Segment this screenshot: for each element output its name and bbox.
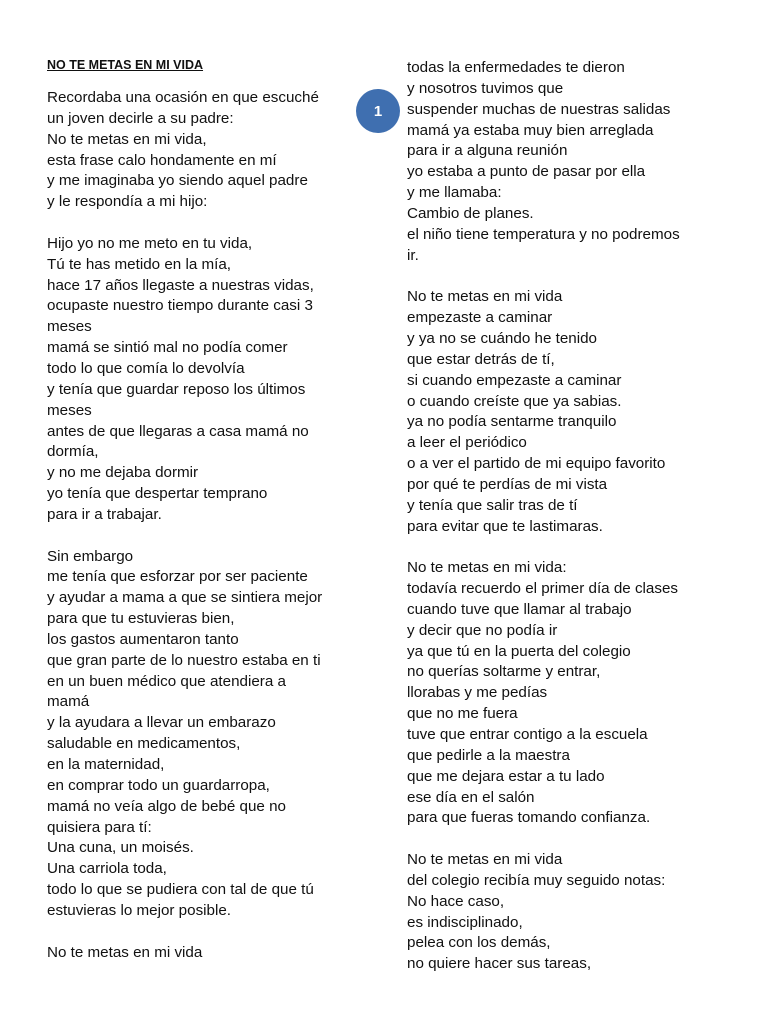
text-line: para evitar que te lastimaras. — [407, 517, 603, 535]
text-line: para que tu estuvieras bien, — [47, 610, 235, 628]
text-line: que me dejara estar a tu lado — [407, 767, 605, 785]
text-line: esta frase calo hondamente en mí — [47, 151, 277, 169]
text-line: y le respondía a mi hijo: — [47, 193, 208, 211]
left-text-column — [47, 88, 322, 963]
text-line: ya no podía sentarme tranquilo — [407, 413, 617, 431]
text-line: No te metas en mi vida: — [407, 559, 567, 577]
text-line: si cuando empezaste a caminar — [407, 371, 622, 389]
text-line: y me llamaba: — [407, 184, 502, 202]
text-line: ese día en el salón — [407, 788, 535, 806]
text-line: mamá ya estaba muy bien arreglada — [407, 121, 654, 139]
blank-line — [47, 922, 322, 943]
text-line: Hijo yo no me meto en tu vida, — [47, 234, 253, 252]
text-line: ocupaste nuestro tiempo durante casi 3 — [47, 297, 313, 315]
text-line: llorabas y me pedías — [407, 684, 548, 702]
page-number-badge — [356, 89, 400, 133]
text-line: Cambio de planes. — [407, 204, 534, 222]
text-line: o a ver el partido de mi equipo favorito — [407, 455, 666, 473]
text-line: todo lo que se pudiera con tal de que tú — [47, 881, 314, 899]
text-line: que pedirle a la maestra — [407, 746, 570, 764]
text-line: saludable en medicamentos, — [47, 735, 241, 753]
text-line: todavía recuerdo el primer día de clases — [407, 580, 678, 598]
text-line: No te metas en mi vida, — [47, 130, 207, 148]
text-line: dormía, — [47, 443, 99, 461]
text-line: mamá se sintió mal no podía comer — [47, 339, 288, 357]
text-line: que no me fuera — [407, 705, 518, 723]
blank-line — [47, 213, 322, 234]
text-line: yo tenía que despertar temprano — [47, 485, 268, 503]
text-line: o cuando creíste que ya sabias. — [407, 392, 622, 410]
text-line: un joven decirle a su padre: — [47, 109, 234, 127]
text-line: a leer el periódico — [407, 434, 527, 452]
text-line: Una cuna, un moisés. — [47, 839, 194, 857]
text-line: No hace caso, — [407, 892, 505, 910]
text-line: No te metas en mi vida — [407, 288, 563, 306]
right-text-column — [407, 58, 680, 975]
text-line: Sin embargo — [47, 547, 134, 565]
text-line: que gran parte de lo nuestro estaba en ti — [47, 651, 321, 669]
page-number-label: 1 — [373, 102, 383, 120]
text-line: todo lo que comía lo devolvía — [47, 359, 245, 377]
text-line: antes de que llegaras a casa mamá no — [47, 422, 309, 440]
text-line: meses — [47, 401, 92, 419]
document-title: NO TE METAS EN MI VIDA — [47, 58, 204, 72]
blank-line — [407, 266, 680, 287]
text-line: no quiere hacer sus tareas, — [407, 955, 592, 973]
text-line: ya que tú en la puerta del colegio — [407, 642, 631, 660]
text-line: y ya no se cuándo he tenido — [407, 329, 597, 347]
text-line: para que fueras tomando confianza. — [407, 809, 651, 827]
text-line: en un buen médico que atendiera a — [47, 672, 286, 690]
text-line: yo estaba a punto de pasar por ella — [407, 163, 646, 181]
text-line: del colegio recibía muy seguido notas: — [407, 871, 666, 889]
text-line: es indisciplinado, — [407, 913, 523, 931]
text-line: hace 17 años llegaste a nuestras vidas, — [47, 276, 314, 294]
text-line: no querías soltarme y entrar, — [407, 663, 601, 681]
text-line: cuando tuve que llamar al trabajo — [407, 600, 632, 618]
text-line: suspender muchas de nuestras salidas — [407, 100, 671, 118]
text-line: estuvieras lo mejor posible. — [47, 901, 232, 919]
text-line: y no me dejaba dormir — [47, 464, 199, 482]
text-line: y nosotros tuvimos que — [407, 79, 564, 97]
text-line: Recordaba una ocasión en que escuché — [47, 89, 319, 106]
text-line: y tenía que salir tras de tí — [407, 496, 578, 514]
text-line: y la ayudara a llevar un embarazo — [47, 714, 276, 732]
text-line: en comprar todo un guardarropa, — [47, 776, 270, 794]
text-line: empezaste a caminar — [407, 309, 553, 327]
text-line: todas la enfermedades te dieron — [407, 59, 625, 76]
text-line: Tú te has metido en la mía, — [47, 255, 232, 273]
text-line: mamá no veía algo de bebé que no — [47, 797, 286, 815]
text-line: quisiera para tí: — [47, 818, 152, 836]
text-line: mamá — [47, 693, 90, 711]
text-line: y tenía que guardar reposo los últimos — [47, 380, 306, 398]
blank-line — [407, 829, 680, 850]
text-line: en la maternidad, — [47, 756, 165, 773]
text-line: meses — [47, 318, 92, 336]
text-line: Una carriola toda, — [47, 860, 167, 878]
text-line: para ir a trabajar. — [47, 505, 162, 523]
text-line: y me imaginaba yo siendo aquel padre — [47, 172, 308, 190]
blank-line — [407, 537, 680, 558]
text-line: por qué te perdías de mi vista — [407, 475, 608, 493]
text-line: y ayudar a mama a que se sintiera mejor — [47, 589, 323, 607]
text-line: los gastos aumentaron tanto — [47, 630, 239, 648]
text-line: pelea con los demás, — [407, 934, 551, 952]
text-line: para ir a alguna reunión — [407, 142, 568, 160]
text-line: el niño tiene temperatura y no podremos — [407, 225, 680, 243]
text-line: ir. — [407, 246, 419, 264]
text-line: tuve que entrar contigo a la escuela — [407, 726, 648, 743]
text-line: No te metas en mi vida — [47, 943, 203, 961]
text-line: que estar detrás de tí, — [407, 350, 555, 368]
blank-line — [47, 526, 322, 547]
text-line: y decir que no podía ir — [407, 621, 558, 639]
text-line: No te metas en mi vida — [407, 851, 563, 869]
text-line: me tenía que esforzar por ser paciente — [47, 568, 308, 586]
